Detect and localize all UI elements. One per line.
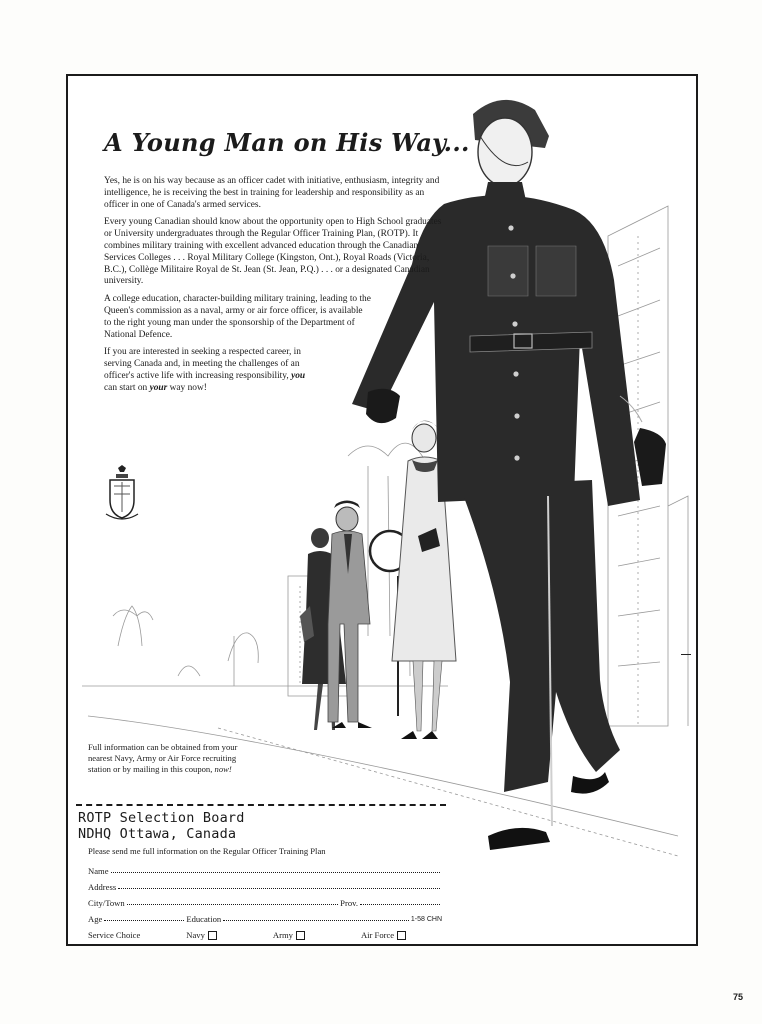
- address-label: Address: [88, 882, 117, 892]
- age-field-row: [88, 908, 442, 924]
- information-note-text: Full information can be obtained from your nearest Navy, Army or Air Force recruiting station or by mailing in this coupon,: [88, 742, 238, 774]
- airforce-choice: [361, 930, 406, 940]
- army-label: Army: [272, 930, 293, 940]
- paragraph-education: A college education, character-building military training, leading to the Queen's commission as a naval, army or air force officer, is available to the right young man under the sponsorship of the Department of National Defence.: [104, 294, 371, 340]
- military-crest-icon: [104, 464, 140, 524]
- navy-label: Navy: [186, 930, 205, 940]
- prov-label: Prov.: [340, 898, 358, 908]
- margin-mark: [681, 654, 691, 655]
- paragraph-rotp: Every young Canadian should know about the opportunity open to High School graduates or University undergraduates through the Regular Officer Training Plan, (ROTP). It combines military training with excellent advanced education through the Canadian Services Colleges . . . Royal Military College (Kingston, Ont.), Royal Roads (Victoria, B.C.), Collège Militaire Royal de St. Jean (St. Jean, P.Q.) . . . or a designated Canadian university.: [104, 217, 442, 287]
- airforce-checkbox-icon[interactable]: [397, 931, 406, 940]
- mail-in-coupon: [76, 804, 446, 940]
- address-field-row: [88, 876, 442, 892]
- body-copy: [104, 176, 444, 401]
- prov-field[interactable]: [360, 904, 440, 905]
- coupon-address: NDHQ Ottawa, Canada: [78, 826, 237, 842]
- name-field-row: [88, 860, 442, 876]
- address-field[interactable]: [118, 888, 440, 889]
- information-note: [88, 742, 258, 775]
- emphasis-your: your: [149, 382, 168, 393]
- career-text: If you are interested in seeking a respected career, in serving Canada and, in meeting the challenges of an officer's active life with increasing responsibility,: [104, 347, 301, 381]
- coupon-title: ROTP Selection Board: [78, 810, 245, 826]
- emphasis-you: you: [291, 370, 306, 381]
- coupon-code: 1-58 CHN: [410, 916, 442, 923]
- navy-choice: [186, 930, 217, 940]
- city-field[interactable]: [127, 904, 339, 905]
- education-label: Education: [186, 914, 222, 924]
- army-choice: [273, 930, 305, 940]
- name-field[interactable]: [111, 872, 440, 873]
- navy-checkbox-icon[interactable]: [208, 931, 217, 940]
- paragraph-intro: Yes, he is on his way because as an officer cadet with initiative, enthusiasm, integrity and intelligence, he is receiving the best in training for leadership and responsibility as an officer in one of Canada's armed services.: [104, 176, 440, 210]
- coupon-instruction: Please send me full information on the Regular Officer Training Plan: [88, 846, 326, 856]
- name-label: Name: [88, 866, 109, 876]
- information-note-emphasis: now!: [214, 764, 232, 774]
- age-field[interactable]: [104, 920, 184, 921]
- career-text-mid: can start on: [104, 382, 150, 393]
- service-choice-row: [88, 924, 442, 940]
- army-checkbox-icon[interactable]: [296, 931, 305, 940]
- service-choice-label: Service Choice: [88, 930, 141, 940]
- paragraph-career: [104, 347, 314, 394]
- advertisement-frame: [66, 74, 698, 946]
- city-label: City/Town: [88, 898, 125, 908]
- age-label: Age: [88, 914, 103, 924]
- headline: A Young Man on His Way...: [104, 128, 470, 157]
- career-text-end: way now!: [167, 382, 207, 393]
- coupon-cut-line: [76, 804, 446, 806]
- page-number: 75: [733, 992, 744, 1002]
- couple-figures: [300, 501, 372, 731]
- city-field-row: [88, 892, 442, 908]
- education-field[interactable]: [223, 920, 409, 921]
- airforce-label: Air Force: [360, 930, 395, 940]
